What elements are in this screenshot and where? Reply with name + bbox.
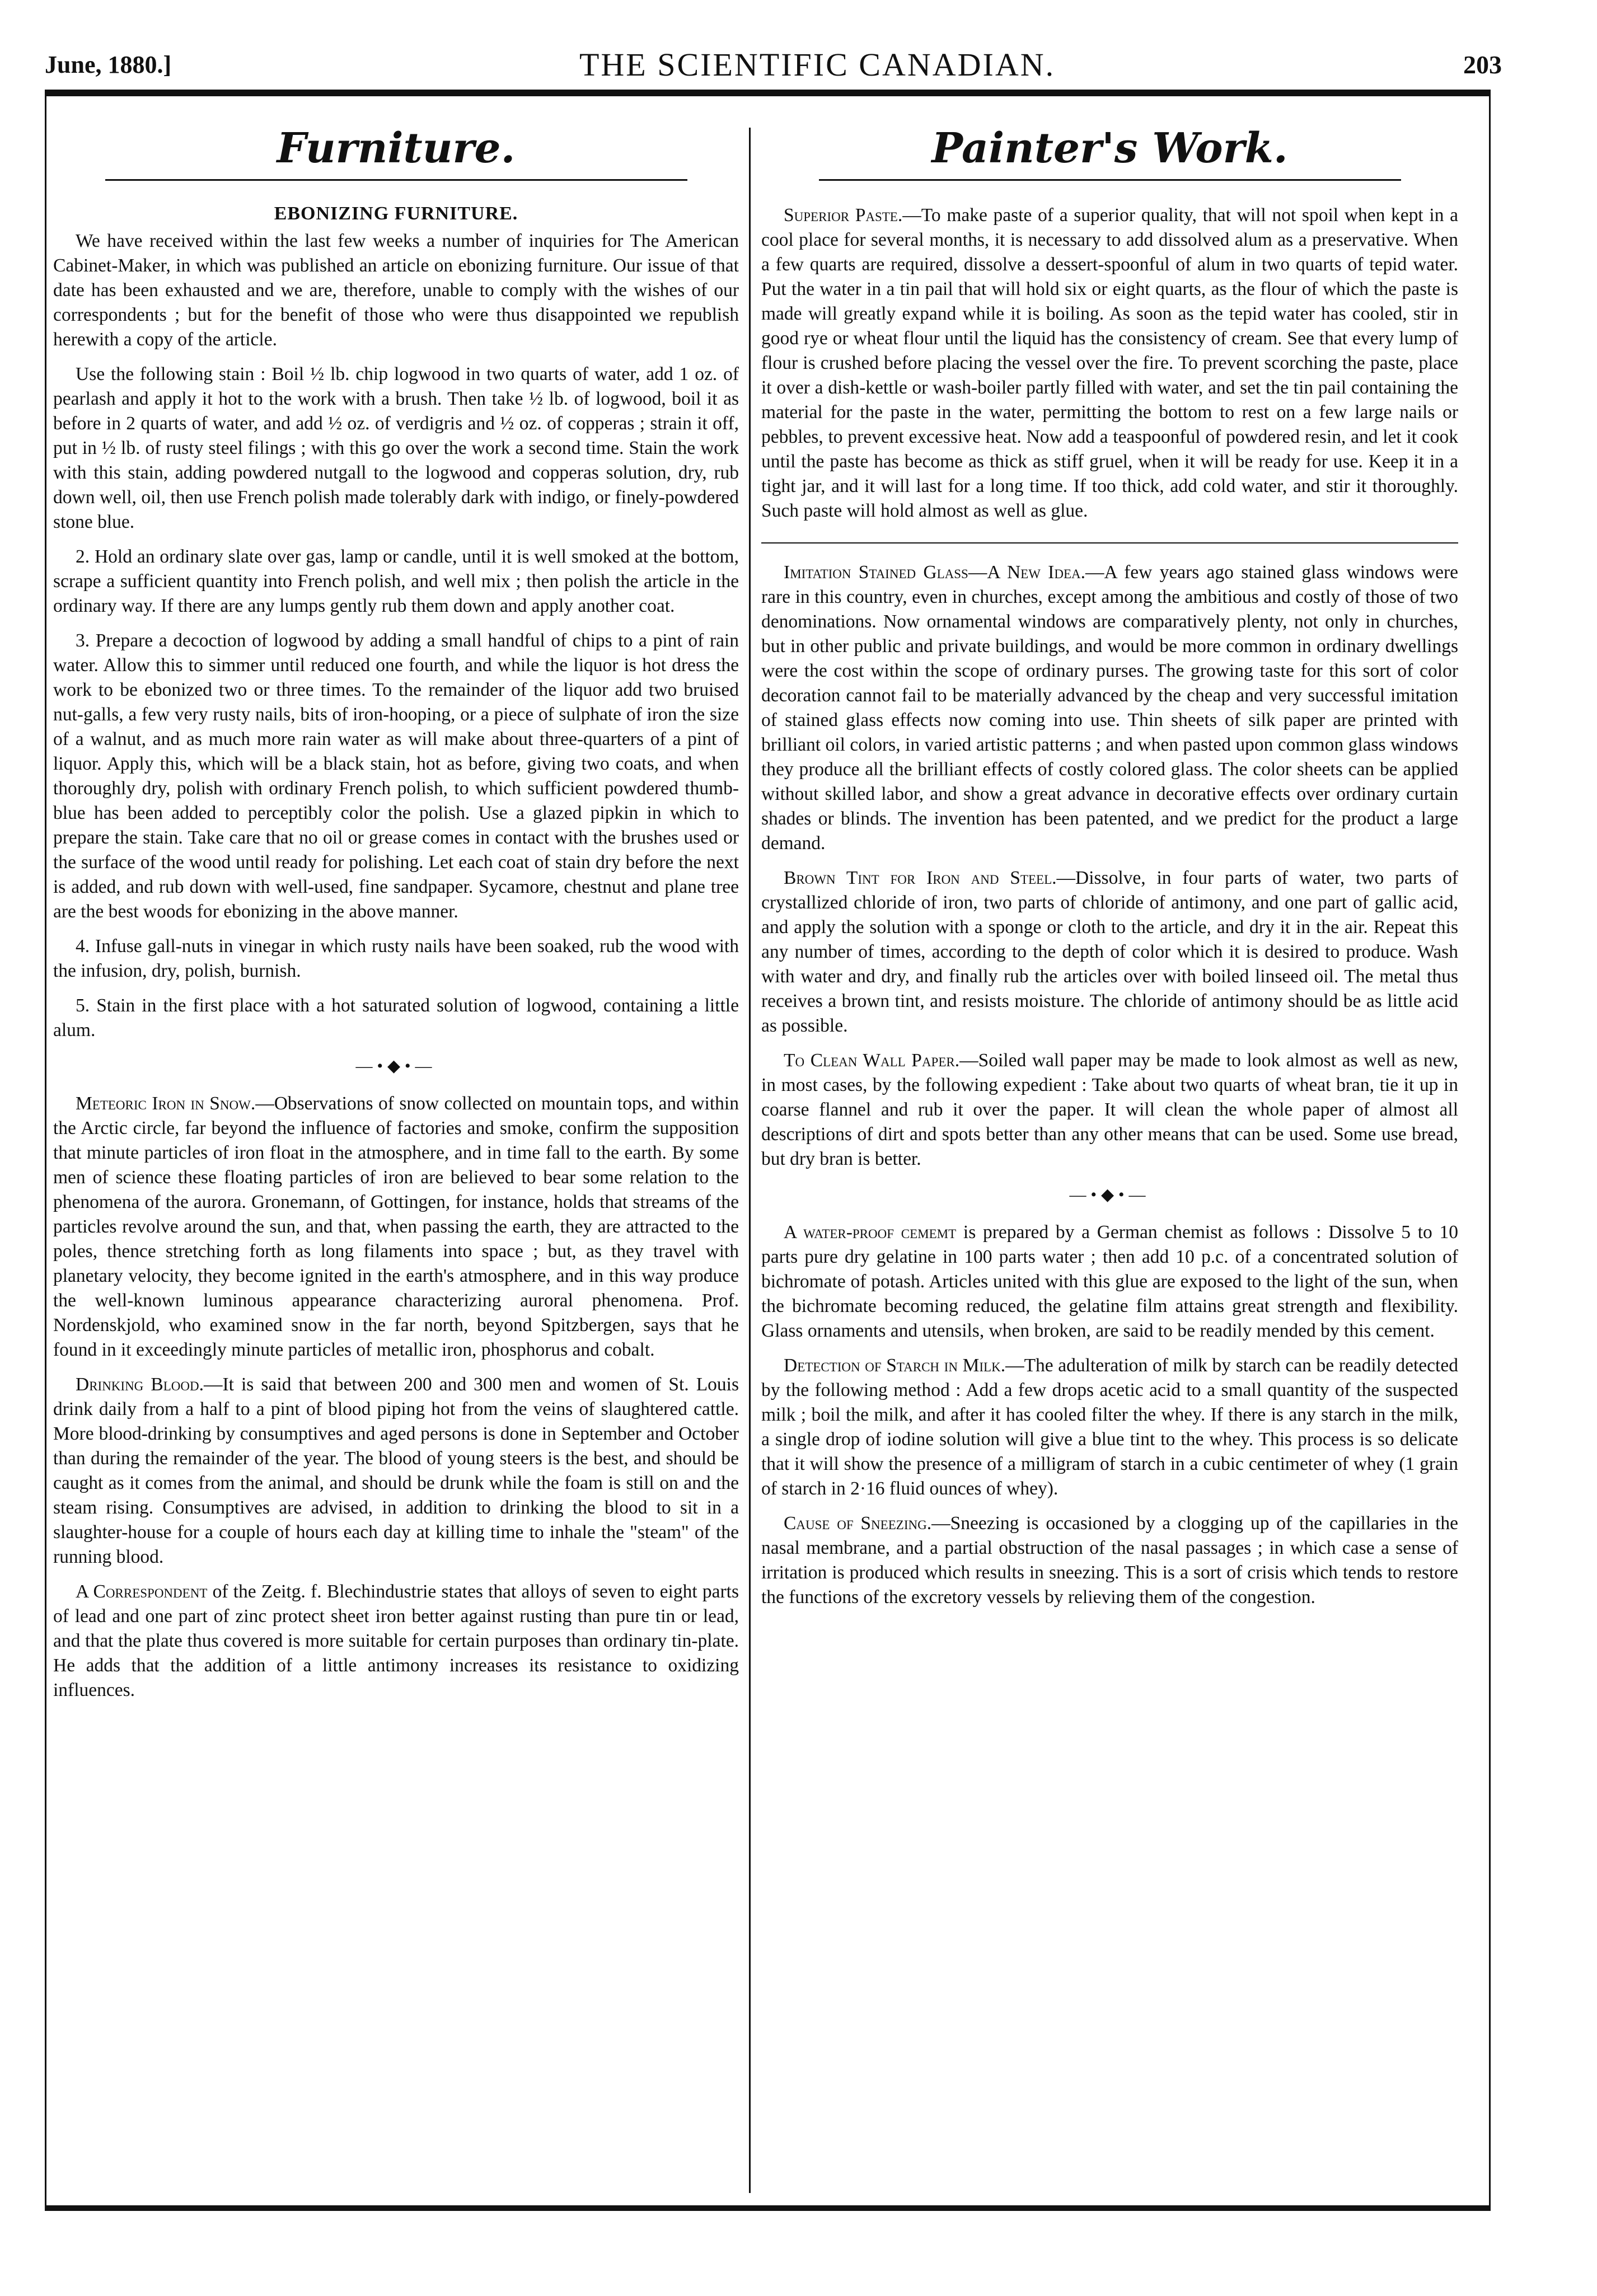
article-drinking-blood	[53, 1372, 739, 1569]
ornament-separator: —•◆•—	[355, 1057, 437, 1075]
article-brown-tint	[761, 866, 1458, 1038]
article-body: —A few years ago stained glass windows were rare in this country, even in churches, except among the ambitious and costly of those of two denominations. Now ornamental windows are comparatively plenty, not only in churches, but in other public and private buildings, and would be more common in ordinary dwellings were the cost within the scope of ordinary purses. The growing taste for this sort of color decoration cannot fail to be materially advanced by the cheap and very successful imitation of stained glass effects now coming into use. Thin sheets of silk paper are printed with brilliant oil colors, in varied artistic patterns ; and when pasted upon common glass windows they produce all the brilliant effects of costly colored glass. The color sheets can be applied without skilled labor, and show a great advance in decorative effects over ordinary curtain shades or blinds. The invention has been patented, and we predict for the product a large demand.	[761, 562, 1458, 854]
section-heading-furniture: Furniture.	[277, 124, 516, 172]
article-correspondent	[53, 1580, 739, 1703]
heading-rule	[105, 179, 687, 181]
paragraph: Use the following stain : Boil ½ lb. chip logwood in two quarts of water, add 1 oz. of pearlash and apply it hot to the work with a brush. Then take ½ lb. of logwood, boil it as before in 2 quarts of water, and add ½ oz. of verdigris and ½ oz. of copperas ; strain it off, put in ½ lb. of rusty steel filings ; with this go over the work a second time. Stain the work with this stain, adding powdered nutgall to the logwood and copperas solution, dry, rub down well, oil, then use French polish made tolerably dark with indigo, or finely-powdered stone blue.	[53, 364, 739, 532]
column-divider	[749, 128, 751, 2193]
article-meteoric-iron	[53, 1091, 739, 1362]
article-sneezing	[761, 1511, 1458, 1610]
paragraph: 3. Prepare a decoction of logwood by adding a small handful of chips to a pint of rain water. Allow this to simmer until reduced one fourth, and while the liquor is hot dress the work to be ebonized two or three times. To the remainder of the liquor add two bruised nut-galls, a few very rusty nails, bits of iron-hooping, or a piece of sulphate of iron the size of a walnut, and as much more rain water as will make about three-quarters of a pint of liquor. Apply this, which will be a black stain, hot as before, giving two coats, and when thoroughly dry, polish with ordinary French polish, to which sufficient powdered thumb-blue has been added to perceptibly color the polish. Use a glazed pipkin in which to prepare the stain. Take care that no oil or grease comes in contact with the brushes used or the surface of the wood until ready for polishing. Let each coat of stain dry before the next is added, and rub down with well-used, fine sandpaper. Sycamore, chestnut and plane tree are the best woods for ebonizing in the above manner.	[53, 630, 739, 922]
article-lead: A Correspondent	[76, 1581, 208, 1602]
article-body: of the Zeitg. f. Blechindustrie states that alloys of seven to eight parts of lead and one part of zinc protect sheet iron better against rusting than pure tin or lead, and that the plate thus covered is more suitable for certain purposes than ordinary tin-plate. He adds that the addition of a little antimony increases its resistance to oxidizing influences.	[53, 1581, 739, 1700]
article-body: —Sneezing is occasioned by a clogging up of the capillaries in the nasal membrane, and a partial obstruction of the nasal passages ; in which case a sense of irritation is produced which results in sneezing. This is a sort of crisis which tends to restore the functions of the excretory vessels by relieving them of the congestion.	[761, 1513, 1459, 1608]
article-lead: Meteoric Iron in Snow.	[76, 1093, 256, 1114]
article-lead: Brown Tint for Iron and Steel.	[784, 868, 1057, 888]
paragraph: 2. Hold an ordinary slate over gas, lamp or candle, until it is well smoked at the bottom, scrape a sufficient quantity into French polish, and well mix ; then polish the article in the ordinary way. If there are any lumps gently rub them down and apply another coat.	[53, 546, 739, 616]
paragraph: We have received within the last few weeks a number of inquiries for The American Cabinet-Maker, in which was published an article on ebonizing furniture. Our issue of that date has been exhausted and we are, therefore, unable to comply with the wishes of our correspondents ; but for the benefit of those who were thus disappointed we republish herewith a copy of the article.	[53, 231, 739, 350]
left-column	[53, 118, 739, 1713]
article-lead: Imitation Stained Glass—A New Idea.	[784, 562, 1085, 583]
article-body: —Soiled wall paper may be made to look almost as well as new, in most cases, by the following expedient : Take about two quarts of wheat bran, tie it up in coarse flannel and rub it over the paper. It will clean the whole paper of almost all descriptions of dirt and spots better than any other means that can be used. Some use bread, but dry bran is better.	[761, 1050, 1458, 1169]
paragraph: 5. Stain in the first place with a hot saturated solution of logwood, containing a little alum.	[53, 995, 739, 1041]
article-body: —To make paste of a superior quality, that will not spoil when kept in a cool place for several months, it is necessary to add dissolved alum as a preservative. When a few quarts are required, dissolve a dessert-spoonful of alum in two quarts of tepid water. Put the water in a tin pail that will hold six or eight quarts, as the flour of which the paste is made will greatly expand while it is boiling. As soon as the tepid water has cooled, stir in good rye or wheat flour until the liquid has the consistency of cream. See that every lump of flour is crushed before placing the vessel over the fire. To prevent scorching the paste, place it over a dish-kettle or wash-boiler partly filled with water, and set the tin pail containing the material for the paste in the water, permitting the bottom to rest on a few large nails or pebbles, to prevent excessive heat. Now add a teaspoonful of powdered resin, and let it cook until the paste has become as thick as stiff gruel, when it will be ready for use. Keep it in a tight jar, and it will last for a long time. If too thick, add cold water, and stir it thoroughly. Such paste will hold almost as well as glue.	[761, 205, 1459, 521]
article-body: —Observations of snow collected on mountain tops, and within the Arctic circle, far beyond the influence of factories and smoke, confirm the supposition that minute particles of iron float in the atmosphere, and in time fall to the earth. By some men of science these floating particles of iron are believed to bear some relation to the phenomena of the aurora. Gronemann, of Gottingen, for instance, holds that streams of the particles revolve around the sun, and that, when passing the earth, they are attracted to the poles, thence stretching forth as long filaments into space ; but, as they travel with planetary velocity, they become ignited in the earth's atmosphere, and in this way produce the well-known luminous appearance characterizing auroral phenomena. Prof. Nordenskjold, who examined snow in the far north, beyond Spitzbergen, says that he found in it exceedingly minute particles of metallic iron, phosphorus and cobalt.	[53, 1093, 739, 1360]
article-title-ebonizing: EBONIZING FURNITURE.	[274, 203, 518, 224]
page-number: 203	[1463, 50, 1502, 79]
section-rule	[761, 542, 1458, 543]
article-lead: A water-proof cememt	[784, 1222, 957, 1243]
article-water-proof-cement	[761, 1220, 1458, 1343]
article-superior-paste	[761, 203, 1458, 523]
ornament-separator: —•◆•—	[1069, 1186, 1150, 1204]
article-body: is prepared by a German chemist as follows : Dissolve 5 to 10 parts pure dry gelatine in 100 parts water ; then add 10 p.c. of a concentrated solution of bichromate of potash. Articles united with this glue are exposed to the light of the sun, when the bichromate becoming reduced, the gelatine film attains great strength and flexibility. Glass ornaments and utensils, when broken, are said to be readily mended by this cement.	[761, 1222, 1458, 1341]
publication-title: THE SCIENTIFIC CANADIAN.	[579, 46, 1056, 83]
heading-rule	[819, 179, 1401, 181]
article-starch-in-milk	[761, 1353, 1458, 1501]
article-stained-glass	[761, 560, 1458, 856]
article-lead: Cause of Sneezing.	[784, 1513, 932, 1534]
article-lead: Superior Paste.	[784, 205, 903, 226]
page-header	[45, 39, 1502, 90]
section-heading-painters-work: Painter's Work.	[931, 124, 1288, 172]
article-body: —Dissolve, in four parts of water, two parts of crystallized chloride of iron, two parts of chloride of antimony, and one part of gallic acid, and apply the solution with a sponge or cloth to the article, and dry it in the air. Repeat this any number of times, according to the depth of color which it is desired to produce. Wash with water and dry, and finally rub the articles over with boiled linseed oil. The metal thus receives a brown tint, and resists moisture. The chloride of antimony should be as little acid as possible.	[761, 868, 1458, 1036]
article-body: —The adulteration of milk by starch can be readily detected by the following method : Add a few drops acetic acid to a small quantity of the suspected milk ; boil the milk, and after it has cooled filter the whey. If there is any starch in the milk, a single drop of iodine solution will give a blue tint to the whey. This process is so delicate that it will show the presence of a milligram of starch in a cubic centimeter of whey (1 grain of starch in 2·16 fluid ounces of whey).	[761, 1355, 1458, 1499]
article-lead: Drinking Blood.	[76, 1374, 204, 1395]
article-wall-paper	[761, 1048, 1458, 1172]
issue-date: June, 1880.]	[45, 50, 172, 78]
right-column	[761, 118, 1458, 1620]
article-lead: To Clean Wall Paper.	[784, 1050, 960, 1071]
article-lead: Detection of Starch in Milk.	[784, 1355, 1006, 1376]
article-body: —It is said that between 200 and 300 men and women of St. Louis drink daily from a half to a pint of blood piping hot from the veins of slaughtered cattle. More blood-drinking by consumptives and aged persons is done in September and October than during the remainder of the year. The blood of young steers is the best, and should be caught as it comes from the animal, and should be drunk while the foam is still on and the steam rising. Consumptives are advised, in addition to drinking the blood to sit in a slaughter-house for a couple of hours each day at killing time to inhale the "steam" of the running blood.	[53, 1374, 739, 1567]
paragraph: 4. Infuse gall-nuts in vinegar in which rusty nails have been soaked, rub the wood with the infusion, dry, polish, burnish.	[53, 936, 739, 981]
